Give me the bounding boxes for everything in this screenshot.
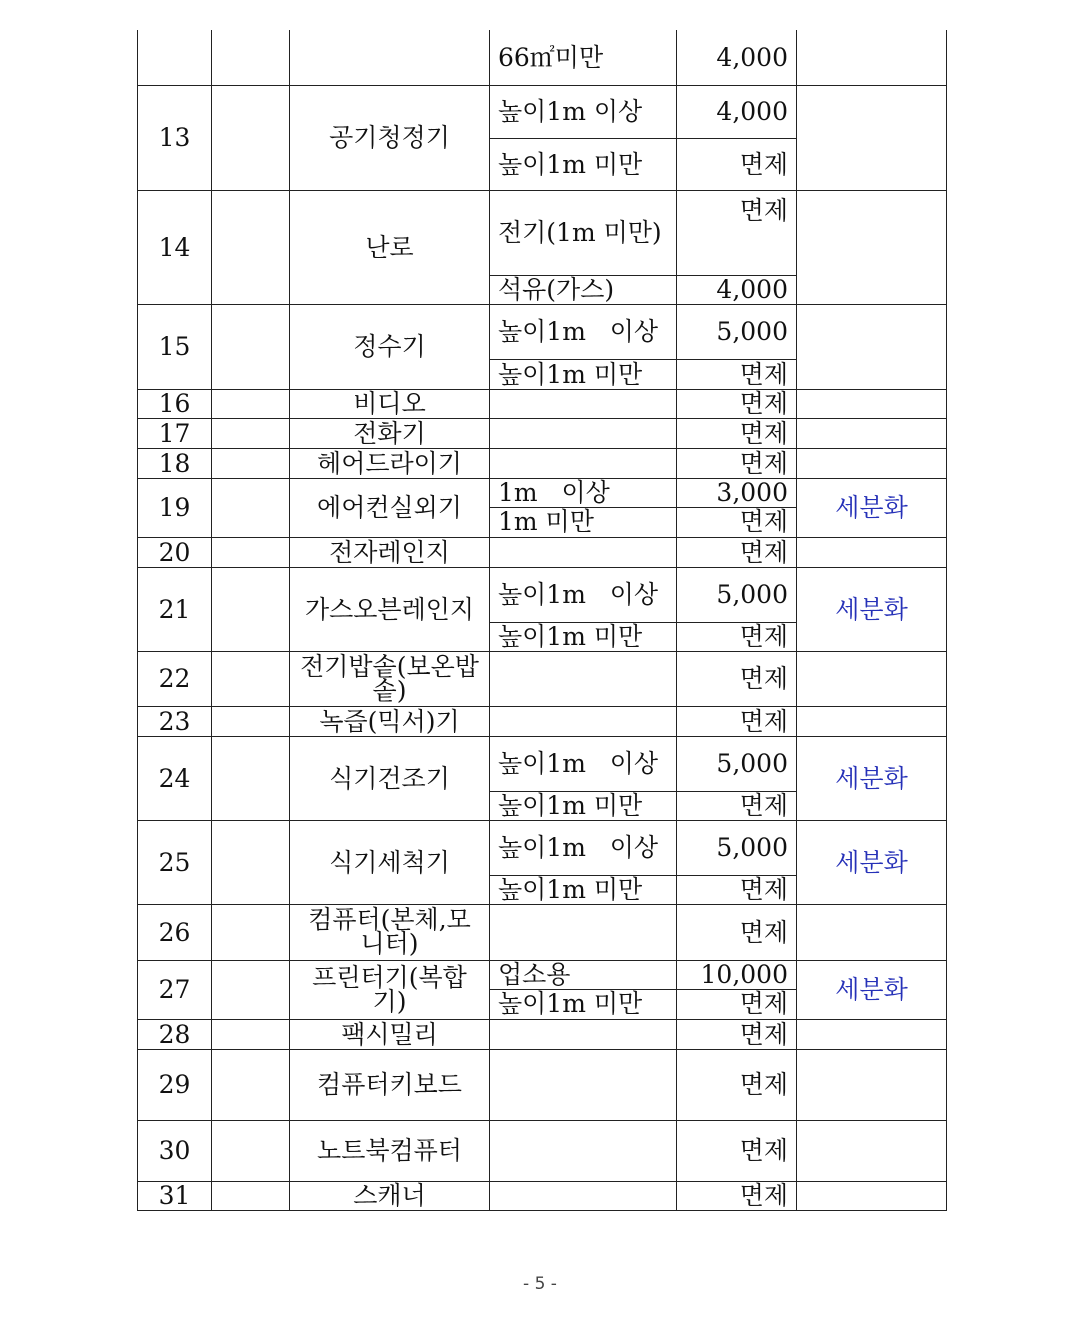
item-note [797,448,947,478]
item-name: 전자레인지 [290,537,490,567]
item-fee: 면제 [677,190,797,275]
item-name: 헤어드라이기 [290,448,490,478]
table-row [138,1120,947,1181]
item-name: 가스오븐레인지 [290,567,490,651]
empty-cell [212,567,290,651]
item-note [797,706,947,736]
item-number: 27 [138,960,212,1019]
empty-cell [212,418,290,448]
table-row [138,304,947,359]
empty-cell [212,1120,290,1181]
table-row [138,418,947,448]
item-name: 노트북컴퓨터 [290,1120,490,1181]
item-note [797,418,947,448]
item-number: 22 [138,651,212,706]
item-fee: 면제 [677,651,797,706]
item-spec: 높이1m 미만 [490,622,677,651]
empty-cell [212,537,290,567]
item-note [797,1120,947,1181]
item-spec [490,904,677,960]
empty-cell [212,1019,290,1049]
table-row [138,478,947,507]
item-note [797,904,947,960]
item-number: 16 [138,389,212,418]
item-fee: 면제 [677,875,797,904]
item-number: 24 [138,736,212,820]
item-fee: 면제 [677,791,797,820]
empty-cell [212,651,290,706]
item-fee: 10,000 [677,960,797,989]
item-spec: 높이1m 이상 [490,736,677,791]
empty-cell [212,448,290,478]
table-row [138,1181,947,1210]
item-spec [490,651,677,706]
item-note [797,537,947,567]
item-spec: 높이1m 이상 [490,567,677,622]
item-note [797,1049,947,1120]
empty-cell [212,960,290,1019]
table-row [138,820,947,875]
item-fee: 면제 [677,389,797,418]
item-name: 식기건조기 [290,736,490,820]
table-row [138,960,947,989]
table-row [138,651,947,706]
item-number: 30 [138,1120,212,1181]
item-note: 세분화 [797,567,947,651]
empty-cell [212,304,290,389]
item-name: 정수기 [290,304,490,389]
item-spec: 높이1m 미만 [490,791,677,820]
item-number: 23 [138,706,212,736]
empty-cell [212,85,290,190]
table-row [138,567,947,622]
item-fee: 면제 [677,138,797,190]
item-spec [490,448,677,478]
item-note: 세분화 [797,960,947,1019]
item-name: 공기청정기 [290,85,490,190]
item-name: 난로 [290,190,490,304]
item-fee: 면제 [677,904,797,960]
item-spec [490,1049,677,1120]
item-number: 26 [138,904,212,960]
empty-cell [212,389,290,418]
item-fee: 면제 [677,1120,797,1181]
item-spec: 66㎡미만 [490,30,677,85]
empty-cell [212,1181,290,1210]
item-fee: 4,000 [677,85,797,138]
item-note [797,389,947,418]
item-number [138,30,212,85]
table-row [138,30,947,85]
item-note: 세분화 [797,820,947,904]
item-note: 세분화 [797,736,947,820]
table-row [138,1019,947,1049]
page-number: - 5 - [523,1274,557,1294]
item-fee: 면제 [677,1019,797,1049]
item-spec: 석유(가스) [490,275,677,304]
item-fee: 면제 [677,1049,797,1120]
item-name: 녹즙(믹서)기 [290,706,490,736]
table-row [138,389,947,418]
item-fee: 3,000 [677,478,797,507]
item-name: 팩시밀리 [290,1019,490,1049]
item-fee: 5,000 [677,304,797,359]
item-fee: 면제 [677,706,797,736]
item-number: 20 [138,537,212,567]
item-note [797,1181,947,1210]
item-name: 에어컨실외기 [290,478,490,537]
table-row [138,448,947,478]
item-fee: 면제 [677,448,797,478]
item-name: 스캐너 [290,1181,490,1210]
table-row [138,537,947,567]
item-spec: 높이1m 미만 [490,875,677,904]
item-name: 전기밥솥(보온밥솥) [290,651,490,706]
item-spec [490,1120,677,1181]
item-fee: 면제 [677,622,797,651]
item-spec [490,537,677,567]
item-spec: 1m 미만 [490,507,677,537]
item-spec: 높이1m 이상 [490,304,677,359]
item-fee: 면제 [677,989,797,1019]
item-number: 25 [138,820,212,904]
item-spec: 높이1m 이상 [490,820,677,875]
item-number: 15 [138,304,212,389]
table-row [138,190,947,275]
item-fee: 5,000 [677,736,797,791]
item-name: 전화기 [290,418,490,448]
item-fee: 면제 [677,418,797,448]
item-note [797,1019,947,1049]
item-note [797,85,947,190]
empty-cell [212,820,290,904]
empty-cell [212,706,290,736]
item-note: 세분화 [797,478,947,537]
item-spec [490,1019,677,1049]
table-row [138,904,947,960]
item-number: 18 [138,448,212,478]
item-name: 컴퓨터키보드 [290,1049,490,1120]
table-row [138,736,947,791]
item-number: 17 [138,418,212,448]
item-note [797,651,947,706]
item-spec: 높이1m 미만 [490,359,677,389]
empty-cell [212,190,290,304]
item-number: 28 [138,1019,212,1049]
item-note [797,30,947,85]
table-row [138,1049,947,1120]
item-fee: 5,000 [677,820,797,875]
item-spec [490,706,677,736]
item-fee: 면제 [677,359,797,389]
item-fee: 면제 [677,1181,797,1210]
item-spec: 전기(1m 미만) [490,190,677,275]
item-spec: 높이1m 미만 [490,138,677,190]
item-fee: 면제 [677,507,797,537]
item-fee: 5,000 [677,567,797,622]
item-spec [490,389,677,418]
item-spec: 높이1m 이상 [490,85,677,138]
item-name [290,30,490,85]
item-note [797,190,947,304]
item-number: 29 [138,1049,212,1120]
empty-cell [212,1049,290,1120]
item-fee: 4,000 [677,275,797,304]
item-spec [490,418,677,448]
empty-cell [212,30,290,85]
empty-cell [212,736,290,820]
item-number: 31 [138,1181,212,1210]
item-number: 14 [138,190,212,304]
item-name: 비디오 [290,389,490,418]
item-name: 컴퓨터(본체,모니터) [290,904,490,960]
fee-table [137,30,947,1211]
item-spec: 1m 이상 [490,478,677,507]
item-spec: 높이1m 미만 [490,989,677,1019]
empty-cell [212,904,290,960]
item-name: 프린터기(복합기) [290,960,490,1019]
empty-cell [212,478,290,537]
item-number: 13 [138,85,212,190]
table-row [138,85,947,138]
item-name: 식기세척기 [290,820,490,904]
item-fee: 4,000 [677,30,797,85]
item-note [797,304,947,389]
item-number: 21 [138,567,212,651]
item-number: 19 [138,478,212,537]
item-spec: 업소용 [490,960,677,989]
table-row [138,706,947,736]
item-spec [490,1181,677,1210]
item-fee: 면제 [677,537,797,567]
